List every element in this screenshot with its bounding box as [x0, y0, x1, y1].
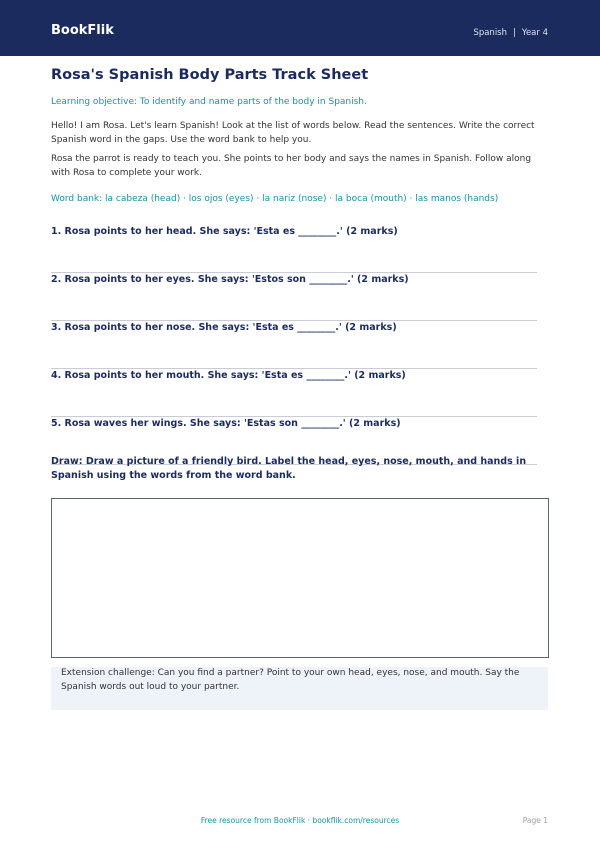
- question-2: 2. Rosa points to her eyes. She says: 'Estos son ________.' (2 marks): [51, 274, 409, 285]
- question-5: 5. Rosa waves her wings. She says: 'Estas son ________.' (2 marks): [51, 418, 401, 429]
- word-bank: Word bank: la cabeza (head) · los ojos (eyes) · la nariz (nose) · la boca (mouth) · las manos (hands): [51, 194, 499, 204]
- extension-challenge-text: Extension challenge: Can you find a partner? Point to your own head, eyes, nose, and mouth. Say the Spanish words out loud to your partner.: [61, 668, 520, 692]
- draw-prompt: Draw: Draw a picture of a friendly bird. Label the head, eyes, nose, mouth, and hands in Spanish using the words from the word bank.: [51, 456, 527, 481]
- subject-label: Spanish: [473, 28, 508, 38]
- question-3: 3. Rosa points to her nose. She says: 'Esta es ________.' (2 marks): [51, 322, 397, 333]
- intro-paragraph-2: Rosa the parrot is ready to teach you. She points to her body and says the names in Spanish. Follow along with Rosa to complete your work.: [51, 154, 532, 178]
- intro-paragraph-1: Hello! I am Rosa. Let's learn Spanish! Look at the list of words below. Read the sentences. Write the correct Spanish word in the gaps. Use the word bank to help you.: [51, 121, 535, 145]
- learning-objective: Learning objective: To identify and name parts of the body in Spanish.: [51, 97, 367, 107]
- question-1: 1. Rosa points to her head. She says: 'Esta es ________.' (2 marks): [51, 226, 398, 237]
- brand-logo: BookFlik: [51, 23, 114, 38]
- page-number: Page 1: [522, 816, 548, 825]
- header-meta: [473, 28, 548, 39]
- page-header: [0, 0, 600, 56]
- year-label: Year 4: [521, 28, 548, 38]
- meta-separator: |: [513, 28, 516, 38]
- drawing-area[interactable]: [51, 498, 549, 658]
- page-title: Rosa's Spanish Body Parts Track Sheet: [51, 67, 369, 83]
- extension-challenge-box: [51, 667, 548, 710]
- question-4: 4. Rosa points to her mouth. She says: 'Esta es ________.' (2 marks): [51, 370, 406, 381]
- footer-link[interactable]: Free resource from BookFlik · bookflik.com/resources: [200, 816, 400, 825]
